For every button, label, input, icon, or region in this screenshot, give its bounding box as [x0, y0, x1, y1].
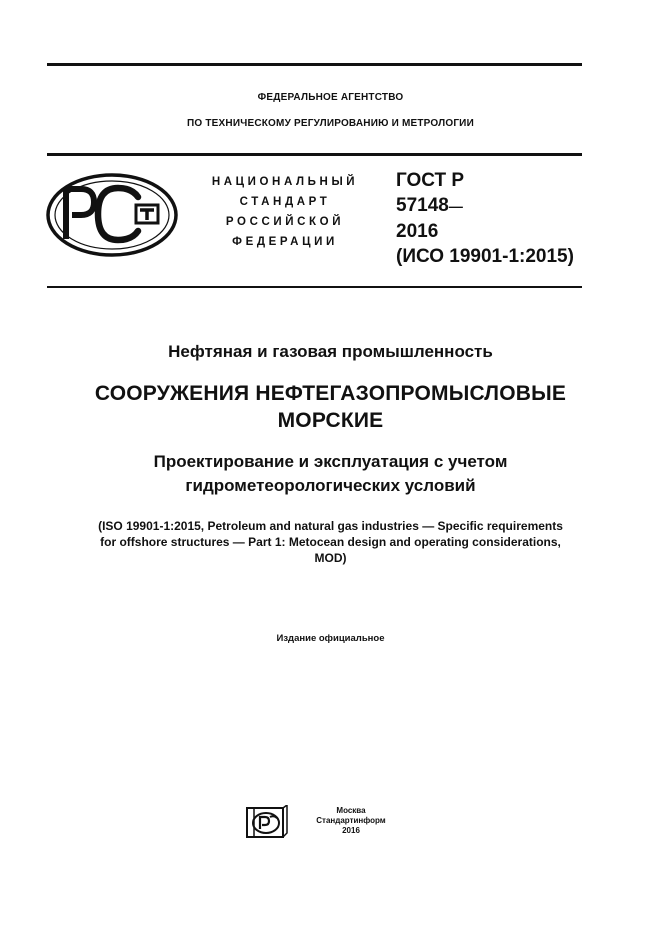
publisher-year: 2016 [342, 826, 360, 835]
title-subtitle-line: Проектирование и эксплуатация с учетом [153, 452, 508, 471]
gost-dash: — [448, 198, 463, 214]
iso-title-line: for offshore structures — Part 1: Metocean design and operating considerations, [100, 535, 561, 549]
standard-type [196, 172, 374, 252]
title-subtitle-line: гидрометеорологических условий [185, 476, 476, 495]
edition-label: Издание официальное [276, 633, 385, 644]
title-main-line: МОРСКИЕ [277, 409, 384, 432]
standartinform-logo-icon [246, 805, 288, 839]
iso-title-line: (ISO 19901-1:2015, Petroleum and natural gas industries — Specific requirements [98, 519, 563, 533]
gost-iso-ref: (ИСО 19901-1:2015) [396, 246, 574, 267]
rst-logo-icon [44, 171, 180, 259]
title-subtitle [0, 450, 661, 498]
gost-label: ГОСТ Р [396, 170, 465, 191]
publisher-info [296, 806, 406, 836]
gost-number: 57148 [396, 195, 449, 216]
publisher-city: Москва [336, 806, 366, 815]
header-rule [47, 153, 582, 156]
top-rule [47, 63, 582, 66]
publisher-name: Стандартинформ [316, 816, 386, 825]
iso-title [0, 518, 661, 566]
title-main [0, 380, 661, 434]
designation-rule [47, 286, 582, 288]
standard-type-line: РОССИЙСКОЙ [225, 216, 345, 228]
iso-title-line: MOD) [314, 551, 347, 565]
gost-designation [396, 168, 574, 269]
title-main-line: СООРУЖЕНИЯ НЕФТЕГАЗОПРОМЫСЛОВЫЕ [94, 382, 567, 405]
agency-line-1: ФЕДЕРАЛЬНОЕ АГЕНТСТВО [257, 92, 404, 103]
agency-line-2: ПО ТЕХНИЧЕСКОМУ РЕГУЛИРОВАНИЮ И МЕТРОЛОГИИ [187, 118, 474, 129]
gost-year: 2016 [396, 221, 439, 242]
title-industry: Нефтяная и газовая промышленность [168, 342, 493, 361]
standard-type-line: СТАНДАРТ [239, 196, 331, 208]
standard-type-line: ФЕДЕРАЦИИ [232, 236, 338, 248]
standard-type-line: НАЦИОНАЛЬНЫЙ [211, 176, 359, 188]
